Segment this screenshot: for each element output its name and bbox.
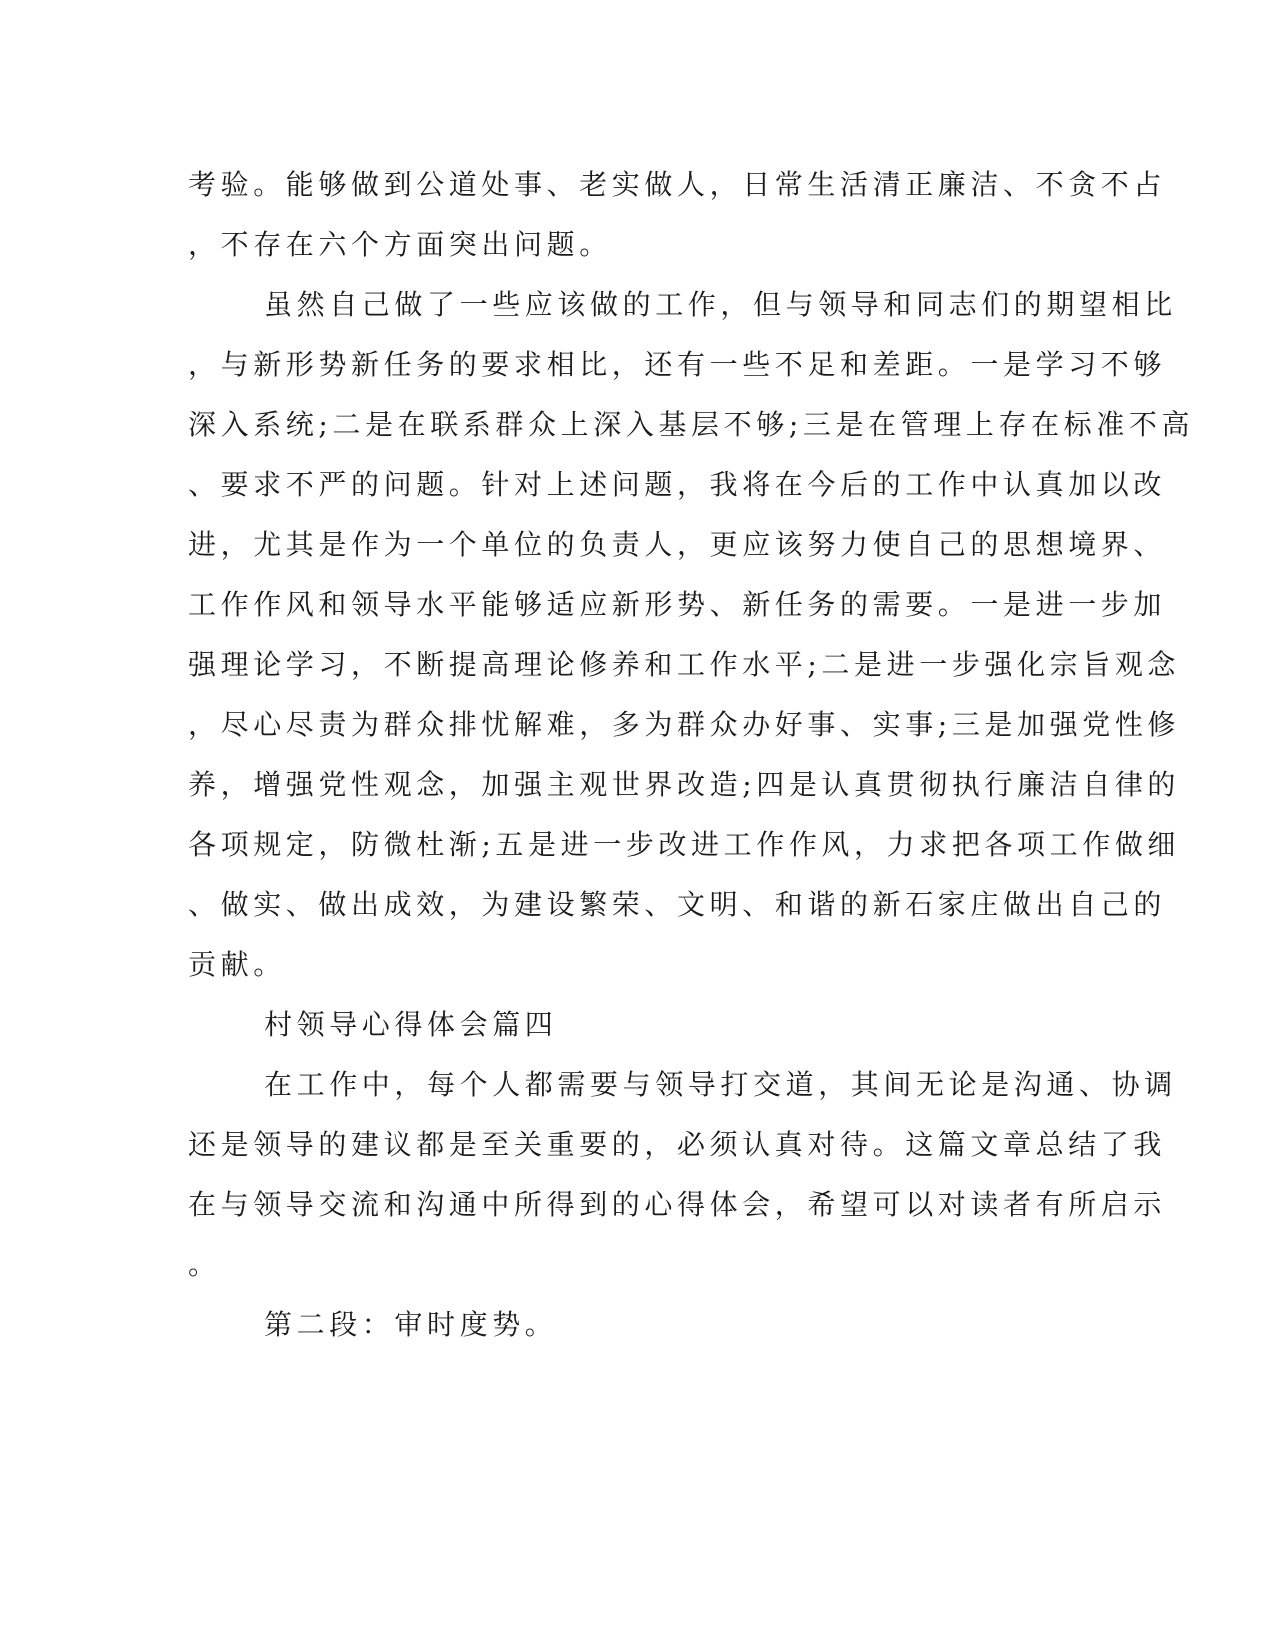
text-line: 。: [188, 1248, 221, 1281]
text-line: 深入系统;二是在联系群众上深入基层不够;三是在管理上存在标准不高: [188, 408, 1195, 441]
text-line: 各项规定，防微杜渐;五是进一步改进工作作风，力求把各项工作做细: [188, 828, 1181, 861]
text-line: 强理论学习，不断提高理论修养和工作水平;二是进一步强化宗旨观念: [188, 648, 1181, 681]
text-line: 、要求不严的问题。针对上述问题，我将在今后的工作中认真加以改: [188, 468, 1167, 501]
text-line: 工作作风和领导水平能够适应新形势、新任务的需要。一是进一步加: [188, 588, 1167, 621]
text-line: 养，增强党性观念，加强主观世界改造;四是认真贯彻执行廉洁自律的: [188, 768, 1181, 801]
section-heading: 村领导心得体会篇四: [264, 1008, 558, 1041]
text-line: 还是领导的建议都是至关重要的，必须认真对待。这篇文章总结了我: [188, 1128, 1167, 1161]
text-line: ，不存在六个方面突出问题。: [188, 228, 612, 261]
text-line: 在与领导交流和沟通中所得到的心得体会，希望可以对读者有所启示: [188, 1188, 1167, 1221]
text-line: ，与新形势新任务的要求相比，还有一些不足和差距。一是学习不够: [188, 348, 1167, 381]
text-line: 、做实、做出成效，为建设繁荣、文明、和谐的新石家庄做出自己的: [188, 888, 1167, 921]
text-line: ，尽心尽责为群众排忧解难，多为群众办好事、实事;三是加强党性修: [188, 708, 1181, 741]
text-line: 考验。能够做到公道处事、老实做人，日常生活清正廉洁、不贪不占: [188, 168, 1167, 201]
document-body: [188, 155, 1195, 1355]
text-line: 虽然自己做了一些应该做的工作，但与领导和同志们的期望相比: [264, 288, 1177, 321]
text-line: 贡献。: [188, 948, 286, 981]
text-line: 在工作中，每个人都需要与领导打交道，其间无论是沟通、协调: [264, 1068, 1177, 1101]
text-line: 第二段：审时度势。: [264, 1308, 558, 1341]
text-line: 进，尤其是作为一个单位的负责人，更应该努力使自己的思想境界、: [188, 528, 1167, 561]
